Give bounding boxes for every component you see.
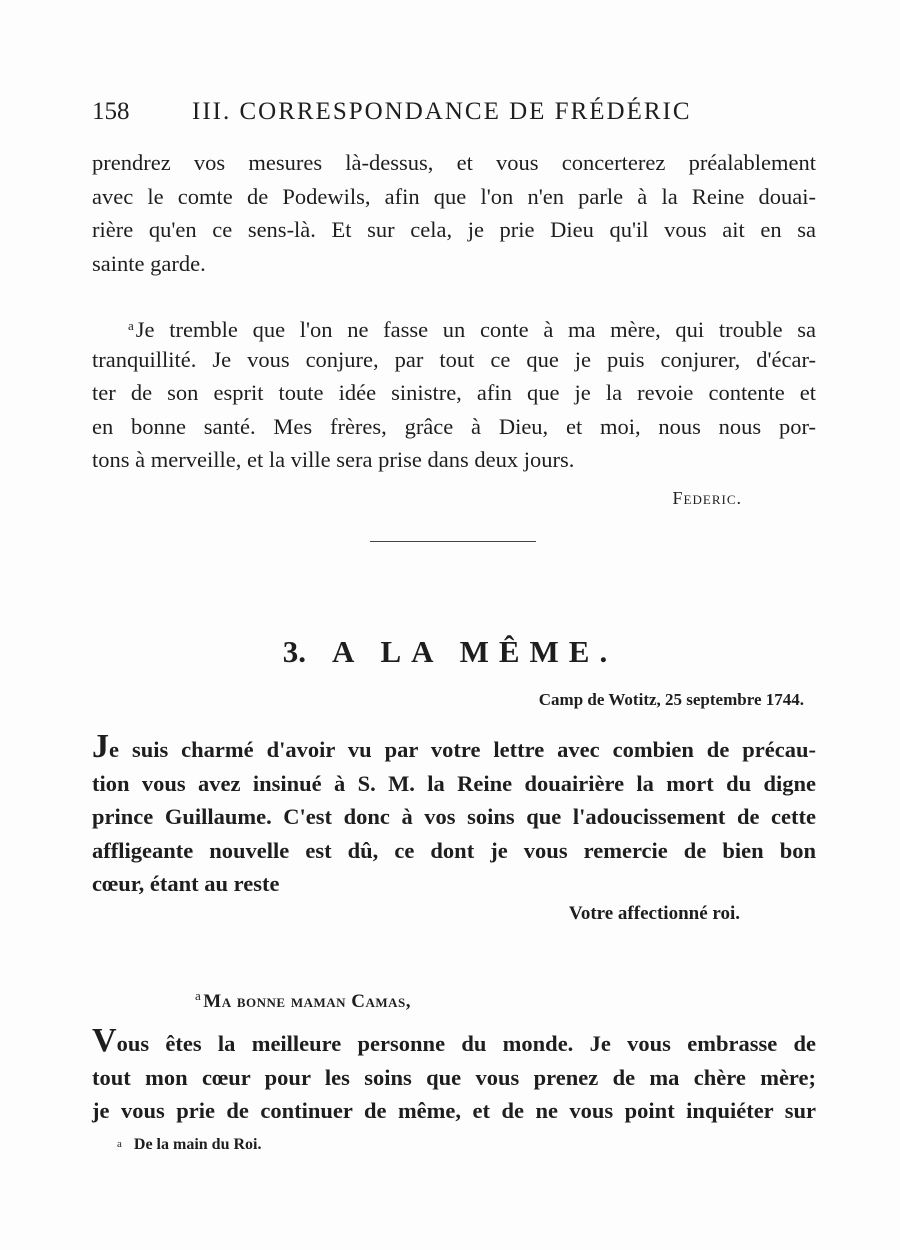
letter-heading: A LA MÊME. (332, 634, 618, 669)
footnote-text: De la main du Roi. (133, 1136, 262, 1153)
text-line (92, 309, 816, 343)
letter-body (92, 728, 816, 901)
letter-title (0, 634, 900, 670)
drop-cap: J (92, 728, 109, 765)
text-line: tranquillité. Je vous conjure, par tout ce que je puis conjurer, d'écar- (92, 346, 816, 372)
text-line: affligeante nouvelle est dû, ce dont je vous remercie de bien bon (92, 837, 816, 863)
page-number: 158 (92, 98, 130, 125)
text-line-content: e suis charmé d'avoir vu par votre lettre avec combien de précau- (109, 737, 816, 762)
footnote-marker: a (128, 318, 134, 333)
footnote-marker: a (195, 988, 202, 1003)
text-line: tout mon cœur pour les soins que vous prenez de ma chère mère; (92, 1064, 816, 1090)
text-line: prince Guillaume. C'est donc à vos soins que l'adoucissement de cette (92, 804, 816, 829)
running-title: III. CORRESPONDANCE DE FRÉDÉRIC (192, 98, 692, 125)
text-line: sainte garde. (92, 250, 206, 276)
drop-cap: V (92, 1022, 117, 1059)
footnote-marker: a (117, 1138, 122, 1150)
text-line: ter de son esprit toute idée sinistre, afin que je la revoie contente et (92, 380, 816, 405)
section-divider (370, 541, 536, 542)
footnote (117, 1136, 261, 1154)
dateline: Camp de Wotitz, 25 septembre 1744. (538, 690, 804, 709)
postscript-paragraph (92, 309, 816, 477)
text-line: cœur, étant au reste (92, 871, 280, 896)
text-line (92, 1022, 816, 1061)
text-line: prendrez vos mesures là-dessus, et vous concerterez préalablement (92, 150, 816, 175)
text-line: rière qu'en ce sens-là. Et sur cela, je prie Dieu qu'il vous ait en sa (92, 217, 816, 242)
text-line (92, 728, 816, 767)
text-line: tion vous avez insinué à S. M. la Reine douairière la mort du digne (92, 770, 816, 796)
text-line: avec le comte de Podewils, afin que l'on n'en parle à la Reine douai- (92, 183, 816, 209)
text-line: tons à merveille, et la ville sera prise dans deux jours. (92, 447, 575, 472)
text-line: je vous prie de continuer de même, et de ne vous point inquiéter sur (92, 1098, 816, 1123)
letter-number: 3. (282, 634, 307, 669)
postscript-body (92, 1022, 816, 1128)
text-line: en bonne santé. Mes frères, grâce à Dieu, et moi, nous nous por- (92, 413, 816, 439)
closing: Votre affectionné roi. (568, 903, 740, 924)
salutation (195, 988, 411, 1013)
text-line-content: Je tremble que l'on ne fasse un conte à ma mère, qui trouble sa (135, 317, 816, 342)
salutation-text: Ma bonne maman Camas, (203, 991, 412, 1012)
running-header (92, 98, 732, 126)
letter-continuation (92, 146, 816, 280)
signature: Federic. (672, 488, 742, 508)
text-line-content: ous êtes la meilleure personne du monde. Je vous embrasse de (116, 1031, 816, 1056)
